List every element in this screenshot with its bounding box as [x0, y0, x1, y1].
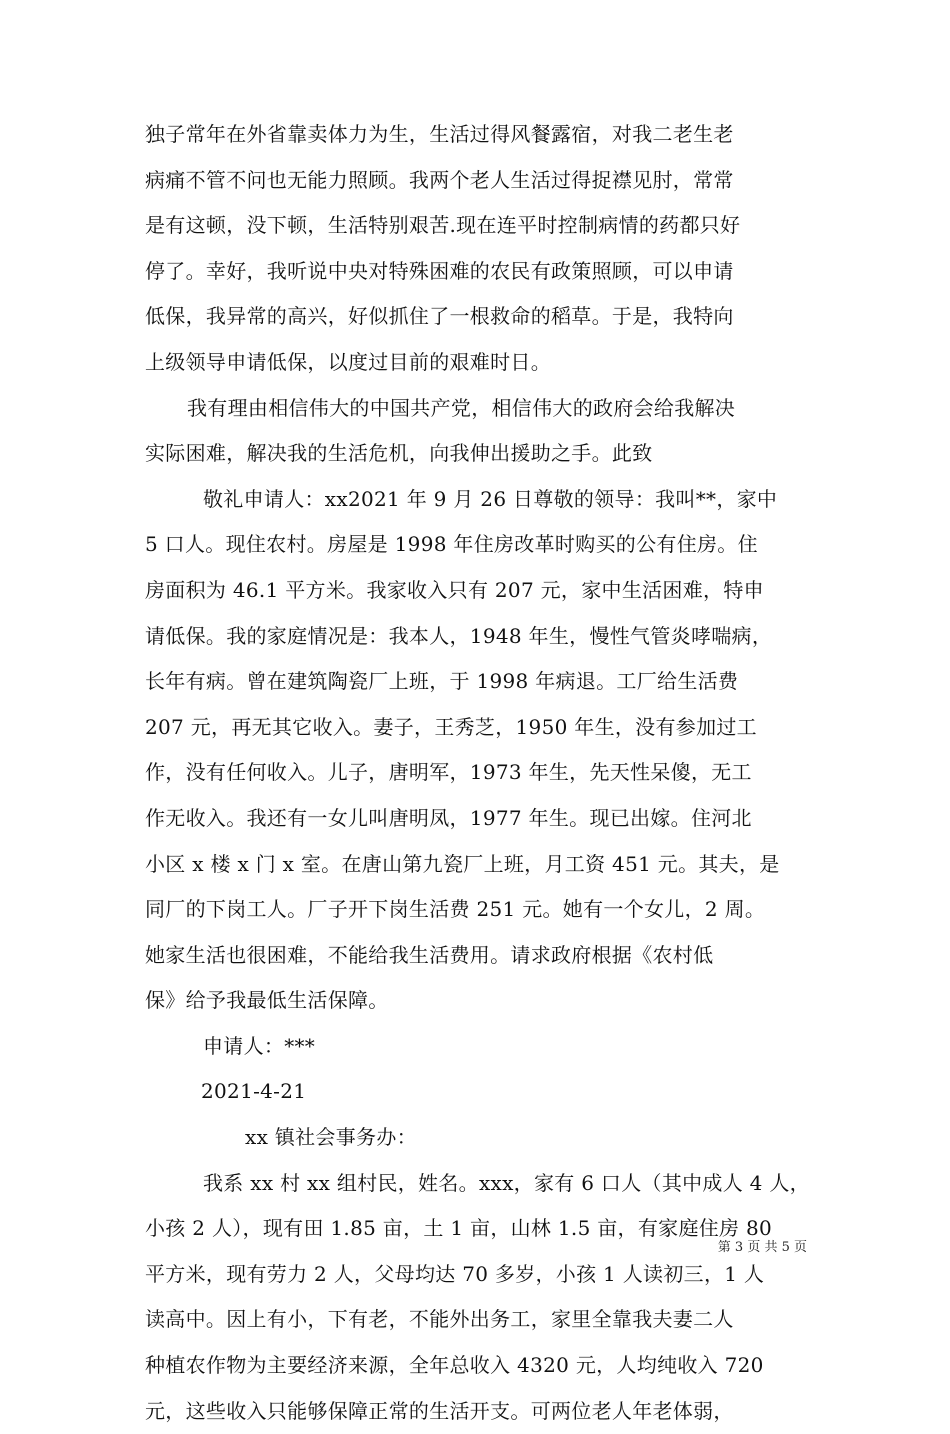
text-line: 是有这顿，没下顿，生活特别艰苦.现在连平时控制病情的药都只好	[145, 213, 741, 238]
signature-line: 申请人：***	[203, 1033, 316, 1058]
page-number: 第 3 页 共 5 页	[717, 1240, 807, 1255]
text-line: 上级领导申请低保，以度过目前的艰难时日。	[145, 349, 551, 374]
text-line: 保》给予我最低生活保障。	[145, 988, 389, 1013]
text-line: 小孩 2 人），现有田 1.85 亩，土 1 亩，山林 1.5 亩，有家庭住房 80	[145, 1216, 773, 1241]
text-line: 我系 xx 村 xx 组村民，姓名。xxx，家有 6 口人（其中成人 4 人，	[203, 1170, 810, 1195]
text-line: 我有理由相信伟大的中国共产党，相信伟大的政府会给我解决	[187, 395, 736, 420]
text-line: 同厂的下岗工人。厂子开下岗生活费 251 元。她有一个女儿，2 周。	[145, 897, 766, 922]
text-line: 种植农作物为主要经济来源，全年总收入 4320 元，人均纯收入 720	[145, 1353, 764, 1378]
text-line: 独子常年在外省靠卖体力为生，生活过得风餐露宿，对我二老生老	[145, 122, 734, 146]
date-line: 2021-4-21	[201, 1079, 307, 1104]
text-line: 小区 x 楼 x 门 x 室。在唐山第九瓷厂上班，月工资 451 元。其夫，是	[145, 851, 780, 876]
text-line: 元，这些收入只能够保障正常的生活开支。可两位老人年老体弱，	[145, 1398, 734, 1423]
text-line: 207 元，再无其它收入。妻子，王秀芝，1950 年生，没有参加过工	[145, 714, 757, 739]
text-line: 她家生活也很困难，不能给我生活费用。请求政府根据《农村低	[145, 942, 714, 967]
text-line: 病痛不管不问也无能力照顾。我两个老人生活过得捉襟见肘，常常	[145, 167, 734, 192]
recipient-line: xx 镇社会事务办：	[245, 1125, 417, 1150]
text-line: 平方米，现有劳力 2 人，父母均达 70 多岁，小孩 1 人读初三，1 人	[145, 1261, 765, 1286]
text-line: 作无收入。我还有一女儿叫唐明凤，1977 年生。现已出嫁。住河北	[145, 805, 752, 830]
text-line: 读高中。因上有小，下有老，不能外出务工，家里全靠我夫妻二人	[145, 1307, 734, 1332]
document-body	[145, 112, 810, 1434]
text-line: 敬礼申请人：xx2021 年 9 月 26 日尊敬的领导：我叫**，家中	[203, 486, 778, 511]
text-line: 长年有病。曾在建筑陶瓷厂上班，于 1998 年病退。工厂给生活费	[145, 669, 739, 694]
text-line: 房面积为 46.1 平方米。我家收入只有 207 元，家中生活困难，特申	[145, 577, 764, 602]
text-line: 请低保。我的家庭情况是：我本人，1948 年生，慢性气管炎哮喘病，	[145, 623, 773, 648]
text-line: 实际困难，解决我的生活危机，向我伸出援助之手。此致	[145, 441, 653, 466]
text-line: 5 口人。现住农村。房屋是 1998 年住房改革时购买的公有住房。住	[145, 532, 758, 557]
text-line: 作，没有任何收入。儿子，唐明军，1973 年生，先天性呆傻，无工	[145, 760, 752, 785]
text-line: 停了。幸好，我听说中央对特殊困难的农民有政策照顾，可以申请	[145, 258, 734, 283]
text-line: 低保，我异常的高兴，好似抓住了一根救命的稻草。于是，我特向	[145, 304, 734, 329]
